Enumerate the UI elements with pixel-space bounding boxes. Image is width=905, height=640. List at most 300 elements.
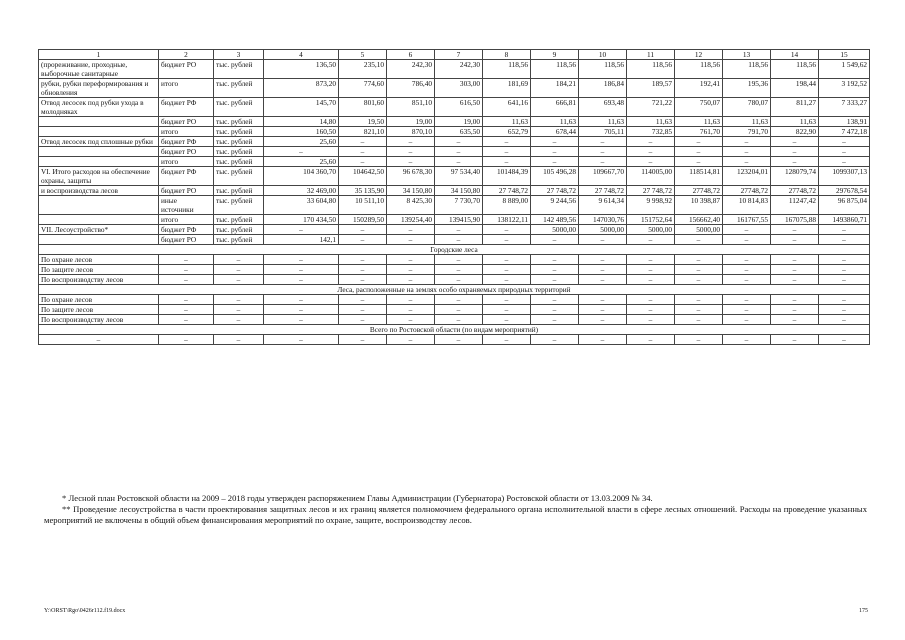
table-row — [39, 275, 870, 285]
value-cell: 27748,72 — [675, 186, 723, 196]
value-cell: 7 730,70 — [435, 196, 483, 215]
value-cell: 167075,88 — [771, 215, 819, 225]
value-cell: 128079,74 — [771, 167, 819, 186]
table-row — [39, 117, 870, 127]
value-cell: – — [771, 235, 819, 245]
table-row — [39, 335, 870, 345]
value-cell: 14,80 — [264, 117, 339, 127]
value-cell: 870,10 — [387, 127, 435, 137]
unit-cell: тыс. рублей — [214, 196, 264, 215]
value-cell: – — [159, 315, 214, 325]
value-cell: – — [483, 335, 531, 345]
value-cell: 142 489,56 — [531, 215, 579, 225]
value-cell: 189,57 — [627, 79, 675, 98]
value-cell: – — [214, 335, 264, 345]
value-cell: – — [531, 265, 579, 275]
unit-cell: тыс. рублей — [214, 167, 264, 186]
value-cell: 35 135,90 — [339, 186, 387, 196]
value-cell: – — [339, 265, 387, 275]
row-label: Отвод лесосек под рубки ухода в молодняках — [39, 98, 159, 117]
value-cell: – — [627, 295, 675, 305]
table-row — [39, 315, 870, 325]
value-cell: – — [214, 315, 264, 325]
value-cell: – — [435, 225, 483, 235]
header-cell: 13 — [723, 50, 771, 60]
value-cell: – — [387, 147, 435, 157]
value-cell: 11,63 — [483, 117, 531, 127]
value-cell: 19,00 — [387, 117, 435, 127]
table-row — [39, 167, 870, 186]
footnote-2: ** Проведение лесоустройства в части проектирования защитных лесов и их границ является полномочием федерального органа исполнительной власти в сфере лесных отношений. Расходы на проведение указанных мероприятий не включены в общий объем финансирования мероприятий по охране, защите, воспроизводству лесов. — [44, 504, 867, 525]
value-cell: 11,63 — [531, 117, 579, 127]
value-cell: – — [579, 157, 627, 167]
page-number: 175 — [859, 608, 868, 614]
value-cell: – — [339, 235, 387, 245]
value-cell: – — [627, 335, 675, 345]
header-cell: 2 — [159, 50, 214, 60]
table-row — [39, 147, 870, 157]
value-cell: – — [483, 235, 531, 245]
row-label — [39, 147, 159, 157]
unit-cell: тыс. рублей — [214, 79, 264, 98]
value-cell: 693,48 — [579, 98, 627, 117]
value-cell: – — [579, 235, 627, 245]
value-cell: 195,36 — [723, 79, 771, 98]
value-cell: – — [675, 147, 723, 157]
funding-source: итого — [159, 215, 214, 225]
value-cell: 3 192,52 — [819, 79, 870, 98]
value-cell: – — [264, 295, 339, 305]
value-cell: 34 150,80 — [435, 186, 483, 196]
value-cell: 9 244,56 — [531, 196, 579, 215]
value-cell: – — [387, 225, 435, 235]
row-label — [39, 127, 159, 137]
value-cell: – — [39, 335, 159, 345]
value-cell: 139415,90 — [435, 215, 483, 225]
value-cell: – — [159, 265, 214, 275]
value-cell: 635,50 — [435, 127, 483, 137]
value-cell: – — [723, 137, 771, 147]
value-cell: 8 425,30 — [387, 196, 435, 215]
value-cell: 118,56 — [531, 60, 579, 79]
value-cell: 851,10 — [387, 98, 435, 117]
value-cell: 170 434,50 — [264, 215, 339, 225]
header-cell: 14 — [771, 50, 819, 60]
value-cell: 145,70 — [264, 98, 339, 117]
value-cell: 150289,50 — [339, 215, 387, 225]
value-cell: 5000,00 — [675, 225, 723, 235]
funding-source: бюджет РО — [159, 186, 214, 196]
value-cell: – — [627, 315, 675, 325]
funding-source: итого — [159, 127, 214, 137]
value-cell: 118,56 — [675, 60, 723, 79]
header-cell: 9 — [531, 50, 579, 60]
table-row — [39, 305, 870, 315]
value-cell: – — [579, 255, 627, 265]
value-cell: 1 549,62 — [819, 60, 870, 79]
value-cell: – — [627, 137, 675, 147]
value-cell: – — [819, 305, 870, 315]
value-cell: – — [723, 335, 771, 345]
funding-source: бюджет РФ — [159, 225, 214, 235]
value-cell: – — [579, 137, 627, 147]
value-cell: – — [339, 305, 387, 315]
table-row — [39, 295, 870, 305]
funding-source: бюджет РО — [159, 147, 214, 157]
value-cell: 19,50 — [339, 117, 387, 127]
value-cell: – — [339, 295, 387, 305]
value-cell: – — [627, 255, 675, 265]
value-cell: 27 748,72 — [627, 186, 675, 196]
value-cell: 242,30 — [387, 60, 435, 79]
value-cell: – — [819, 255, 870, 265]
value-cell: 118514,81 — [675, 167, 723, 186]
value-cell: – — [675, 315, 723, 325]
table-row — [39, 137, 870, 147]
value-cell: – — [339, 147, 387, 157]
value-cell: 25,60 — [264, 157, 339, 167]
value-cell: – — [531, 255, 579, 265]
value-cell: – — [675, 275, 723, 285]
value-cell: 118,56 — [483, 60, 531, 79]
value-cell: – — [819, 335, 870, 345]
footnote-1: * Лесной план Ростовской области на 2009 – 2018 годы утвержден распоряжением Главы Администрации (Губернатора) Ростовской области от 13.03.2009 № 34. — [62, 493, 653, 503]
value-cell: 616,50 — [435, 98, 483, 117]
value-cell: – — [483, 225, 531, 235]
header-cell: 5 — [339, 50, 387, 60]
value-cell: – — [339, 335, 387, 345]
table-row — [39, 98, 870, 117]
row-label: По охране лесов — [39, 255, 159, 265]
value-cell: 156662,40 — [675, 215, 723, 225]
value-cell: 27748,72 — [771, 186, 819, 196]
value-cell: 118,56 — [723, 60, 771, 79]
unit-cell: тыс. рублей — [214, 137, 264, 147]
value-cell: 184,21 — [531, 79, 579, 98]
value-cell: – — [339, 315, 387, 325]
value-cell: 105 496,28 — [531, 167, 579, 186]
value-cell: 5000,00 — [579, 225, 627, 235]
unit-cell: тыс. рублей — [214, 60, 264, 79]
value-cell: – — [819, 157, 870, 167]
value-cell: – — [771, 225, 819, 235]
value-cell: – — [579, 265, 627, 275]
value-cell: 32 469,00 — [264, 186, 339, 196]
unit-cell: тыс. рублей — [214, 127, 264, 137]
value-cell: – — [435, 157, 483, 167]
table-row — [39, 235, 870, 245]
value-cell: 678,44 — [531, 127, 579, 137]
section-header-row — [39, 245, 870, 255]
funding-source: бюджет РФ — [159, 98, 214, 117]
value-cell: 652,79 — [483, 127, 531, 137]
table-row — [39, 127, 870, 137]
row-label: По воспроизводству лесов — [39, 275, 159, 285]
value-cell: – — [723, 157, 771, 167]
value-cell: – — [435, 255, 483, 265]
value-cell: 9 614,34 — [579, 196, 627, 215]
unit-cell: тыс. рублей — [214, 157, 264, 167]
value-cell: – — [214, 305, 264, 315]
value-cell: 5000,00 — [627, 225, 675, 235]
value-cell: 27 748,72 — [579, 186, 627, 196]
value-cell: 774,60 — [339, 79, 387, 98]
table-row — [39, 265, 870, 275]
value-cell: – — [675, 137, 723, 147]
value-cell: – — [579, 295, 627, 305]
footnotes — [44, 493, 867, 526]
value-cell: – — [627, 265, 675, 275]
value-cell: – — [723, 255, 771, 265]
value-cell: – — [531, 235, 579, 245]
header-cell: 3 — [214, 50, 264, 60]
value-cell: – — [159, 255, 214, 265]
value-cell: 34 150,80 — [387, 186, 435, 196]
value-cell: 235,10 — [339, 60, 387, 79]
value-cell: – — [435, 305, 483, 315]
value-cell: 198,44 — [771, 79, 819, 98]
header-cell: 11 — [627, 50, 675, 60]
value-cell: 821,10 — [339, 127, 387, 137]
value-cell: 11247,42 — [771, 196, 819, 215]
unit-cell: тыс. рублей — [214, 117, 264, 127]
funding-source: бюджет РФ — [159, 137, 214, 147]
total-title: Всего по Ростовской области (по видам мероприятий) — [39, 325, 870, 335]
value-cell: 96 678,30 — [387, 167, 435, 186]
value-cell: 19,00 — [435, 117, 483, 127]
value-cell: 780,07 — [723, 98, 771, 117]
header-cell: 4 — [264, 50, 339, 60]
value-cell: – — [531, 137, 579, 147]
unit-cell: тыс. рублей — [214, 147, 264, 157]
value-cell: – — [387, 305, 435, 315]
value-cell: – — [435, 235, 483, 245]
value-cell: 9 998,92 — [627, 196, 675, 215]
value-cell: – — [627, 157, 675, 167]
value-cell: – — [214, 265, 264, 275]
value-cell: 186,84 — [579, 79, 627, 98]
value-cell: 181,69 — [483, 79, 531, 98]
value-cell: 33 604,80 — [264, 196, 339, 215]
row-label — [39, 235, 159, 245]
value-cell: 160,50 — [264, 127, 339, 137]
value-cell: – — [214, 275, 264, 285]
value-cell: 11,63 — [723, 117, 771, 127]
value-cell: – — [387, 137, 435, 147]
funding-source: бюджет РО — [159, 60, 214, 79]
value-cell: 297678,54 — [819, 186, 870, 196]
row-label — [39, 157, 159, 167]
value-cell: 101484,39 — [483, 167, 531, 186]
header-cell: 10 — [579, 50, 627, 60]
value-cell: 11,63 — [675, 117, 723, 127]
value-cell: 97 534,40 — [435, 167, 483, 186]
funding-source: итого — [159, 157, 214, 167]
value-cell: – — [483, 255, 531, 265]
value-cell: 151752,64 — [627, 215, 675, 225]
header-cell: 1 — [39, 50, 159, 60]
value-cell: 1099307,13 — [819, 167, 870, 186]
value-cell: – — [159, 295, 214, 305]
row-label — [39, 196, 159, 215]
value-cell: 750,07 — [675, 98, 723, 117]
row-label: По защите лесов — [39, 305, 159, 315]
value-cell: 873,20 — [264, 79, 339, 98]
value-cell: – — [771, 295, 819, 305]
value-cell: 138122,11 — [483, 215, 531, 225]
value-cell: – — [531, 295, 579, 305]
value-cell: – — [435, 147, 483, 157]
value-cell: – — [483, 147, 531, 157]
value-cell: 5000,00 — [531, 225, 579, 235]
value-cell: – — [579, 305, 627, 315]
value-cell: – — [819, 275, 870, 285]
value-cell: 641,16 — [483, 98, 531, 117]
value-cell: 705,11 — [579, 127, 627, 137]
row-label: и воспроизводства лесов — [39, 186, 159, 196]
value-cell: 27748,72 — [723, 186, 771, 196]
table-row — [39, 225, 870, 235]
value-cell: 147030,76 — [579, 215, 627, 225]
value-cell: – — [264, 147, 339, 157]
value-cell: – — [387, 275, 435, 285]
value-cell: – — [579, 315, 627, 325]
value-cell: – — [483, 265, 531, 275]
unit-cell: тыс. рублей — [214, 215, 264, 225]
value-cell: – — [435, 295, 483, 305]
value-cell: – — [435, 335, 483, 345]
value-cell: – — [723, 265, 771, 275]
value-cell: – — [675, 295, 723, 305]
value-cell: – — [264, 225, 339, 235]
value-cell: – — [819, 137, 870, 147]
funding-source: иные источники — [159, 196, 214, 215]
value-cell: 114005,00 — [627, 167, 675, 186]
header-cell: 6 — [387, 50, 435, 60]
row-label — [39, 117, 159, 127]
value-cell: – — [531, 147, 579, 157]
value-cell: – — [339, 157, 387, 167]
value-cell: – — [387, 335, 435, 345]
value-cell: – — [579, 147, 627, 157]
value-cell: – — [771, 255, 819, 265]
table-row — [39, 255, 870, 265]
value-cell: – — [627, 275, 675, 285]
value-cell: – — [531, 335, 579, 345]
value-cell: – — [483, 305, 531, 315]
value-cell: – — [771, 275, 819, 285]
value-cell: 242,30 — [435, 60, 483, 79]
value-cell: – — [339, 225, 387, 235]
value-cell: 138,91 — [819, 117, 870, 127]
value-cell: – — [675, 335, 723, 345]
value-cell: – — [264, 265, 339, 275]
value-cell: 118,56 — [627, 60, 675, 79]
value-cell: – — [339, 275, 387, 285]
value-cell: – — [264, 335, 339, 345]
value-cell: 123204,01 — [723, 167, 771, 186]
value-cell: 11,63 — [579, 117, 627, 127]
value-cell: – — [723, 305, 771, 315]
unit-cell: тыс. рублей — [214, 98, 264, 117]
value-cell: 811,27 — [771, 98, 819, 117]
value-cell: – — [483, 275, 531, 285]
value-cell: – — [819, 225, 870, 235]
value-cell: – — [483, 137, 531, 147]
value-cell: 161767,55 — [723, 215, 771, 225]
value-cell: – — [483, 295, 531, 305]
value-cell: 104 360,70 — [264, 167, 339, 186]
row-label: VII. Лесоустройство* — [39, 225, 159, 235]
value-cell: – — [579, 335, 627, 345]
unit-cell: тыс. рублей — [214, 186, 264, 196]
row-label: По воспроизводству лесов — [39, 315, 159, 325]
value-cell: – — [819, 235, 870, 245]
value-cell: 25,60 — [264, 137, 339, 147]
file-path: Y:\ORST\Rgo\0426r112.f19.docx — [44, 608, 126, 614]
row-label: VI. Итого расходов на обеспечение охраны, защиты — [39, 167, 159, 186]
value-cell: – — [675, 255, 723, 265]
value-cell: – — [675, 157, 723, 167]
value-cell: 7 472,18 — [819, 127, 870, 137]
value-cell: – — [387, 255, 435, 265]
value-cell: 10 814,83 — [723, 196, 771, 215]
value-cell: – — [771, 315, 819, 325]
table-row — [39, 157, 870, 167]
value-cell: – — [531, 315, 579, 325]
header-cell: 8 — [483, 50, 531, 60]
value-cell: 109667,70 — [579, 167, 627, 186]
value-cell: 192,41 — [675, 79, 723, 98]
value-cell: – — [771, 305, 819, 315]
value-cell: 142,1 — [264, 235, 339, 245]
value-cell: – — [771, 265, 819, 275]
value-cell: 136,50 — [264, 60, 339, 79]
value-cell: – — [435, 315, 483, 325]
value-cell: – — [723, 295, 771, 305]
value-cell: – — [819, 295, 870, 305]
value-cell: 761,70 — [675, 127, 723, 137]
section-title: Леса, расположенные на землях особо охраняемых природных территорий — [39, 285, 870, 295]
value-cell: – — [723, 225, 771, 235]
value-cell: – — [264, 255, 339, 265]
value-cell: 11,63 — [771, 117, 819, 127]
unit-cell: тыс. рублей — [214, 225, 264, 235]
value-cell: 666,81 — [531, 98, 579, 117]
value-cell: – — [435, 137, 483, 147]
value-cell: 27 748,72 — [531, 186, 579, 196]
value-cell: – — [387, 295, 435, 305]
table-row — [39, 60, 870, 79]
value-cell: – — [675, 235, 723, 245]
funding-source: итого — [159, 79, 214, 98]
value-cell: – — [387, 157, 435, 167]
section-title: Городские леса — [39, 245, 870, 255]
value-cell: 8 889,00 — [483, 196, 531, 215]
value-cell: – — [159, 335, 214, 345]
value-cell: – — [627, 147, 675, 157]
value-cell: – — [819, 147, 870, 157]
forest-plan-table — [38, 49, 870, 345]
value-cell: – — [579, 275, 627, 285]
value-cell: 10 398,87 — [675, 196, 723, 215]
funding-source: бюджет РО — [159, 117, 214, 127]
value-cell: – — [819, 265, 870, 275]
value-cell: – — [675, 265, 723, 275]
row-label: Отвод лесосек под сплошные рубки — [39, 137, 159, 147]
value-cell: – — [627, 235, 675, 245]
funding-source: бюджет РФ — [159, 167, 214, 186]
